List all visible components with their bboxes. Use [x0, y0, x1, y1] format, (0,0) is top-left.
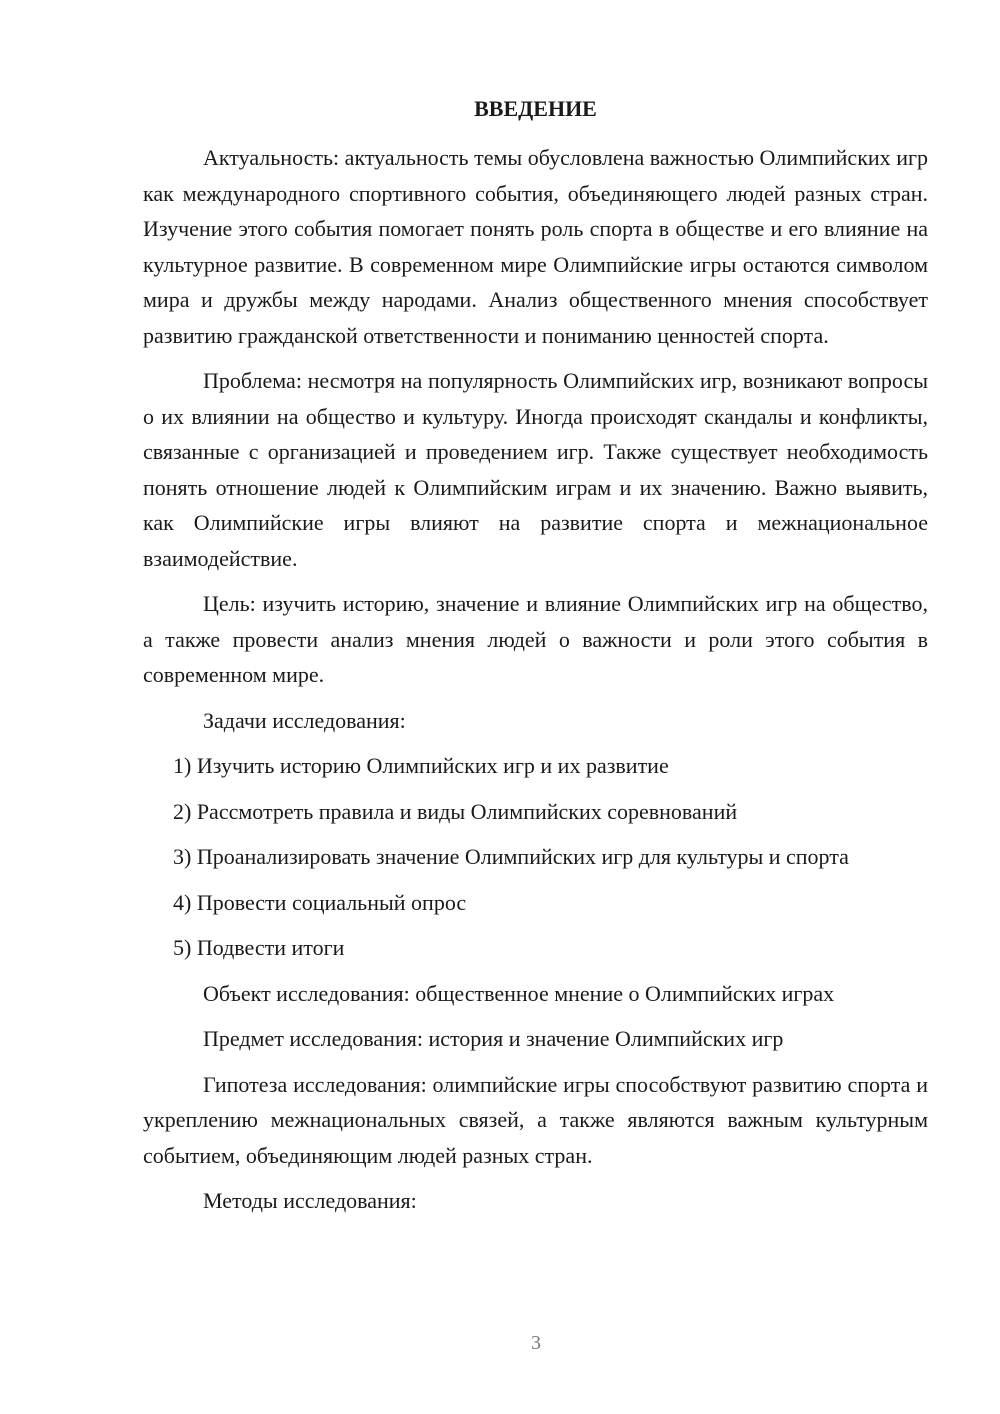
paragraph-actuality: Актуальность: актуальность темы обусловлена важностью Олимпийских игр как международного спортивного события, объединяющего людей разных стран. Изучение этого события помогает понять роль спорта в обществе и его влияние на культурное развитие. В современном мире Олимпийские игры остаются символом мира и дружбы между народами. Анализ общественного мнения способствует развитию гражданской ответственности и пониманию ценностей спорта. — [143, 145, 928, 348]
methods-heading: Методы исследования: — [203, 1188, 417, 1213]
paragraph-subject: Предмет исследования: история и значение Олимпийских игр — [203, 1026, 784, 1051]
task-item-5: 5) Подвести итоги — [173, 935, 345, 960]
tasks-heading: Задачи исследования: — [203, 707, 406, 733]
task-item-2: 2) Рассмотреть правила и виды Олимпийских соревнований — [173, 798, 738, 824]
paragraph-hypothesis: Гипотеза исследования: олимпийские игры способствуют развитию спорта и укреплению межнациональных связей, а также являются важным культурным событием, объединяющим людей разных стран. — [143, 1071, 928, 1168]
task-item-1: 1) Изучить историю Олимпийских игр и их развитие — [173, 753, 669, 778]
paragraph-problem: Проблема: несмотря на популярность Олимпийских игр, возникают вопросы о их влиянии на общество и культуру. Иногда происходят скандалы и конфликты, связанные с организацией и проведением игр. Также существует необходимость понять отношение людей к Олимпийским играм и их значению. Важно выявить, как Олимпийские игры влияют на развитие спорта и межнациональное взаимодействие. — [143, 368, 928, 571]
section-title: ВВЕДЕНИЕ — [474, 96, 597, 121]
document-page — [143, 88, 928, 1229]
task-item-3: 3) Проанализировать значение Олимпийских игр для культуры и спорта — [173, 844, 849, 869]
task-item-4: 4) Провести социальный опрос — [173, 889, 467, 915]
paragraph-goal: Цель: изучить историю, значение и влияние Олимпийских игр на общество, а также провести анализ мнения людей о важности и роли этого события в современном мире. — [143, 591, 928, 687]
paragraph-object: Объект исследования: общественное мнение о Олимпийских играх — [203, 980, 835, 1006]
page-number: 3 — [531, 1332, 541, 1354]
